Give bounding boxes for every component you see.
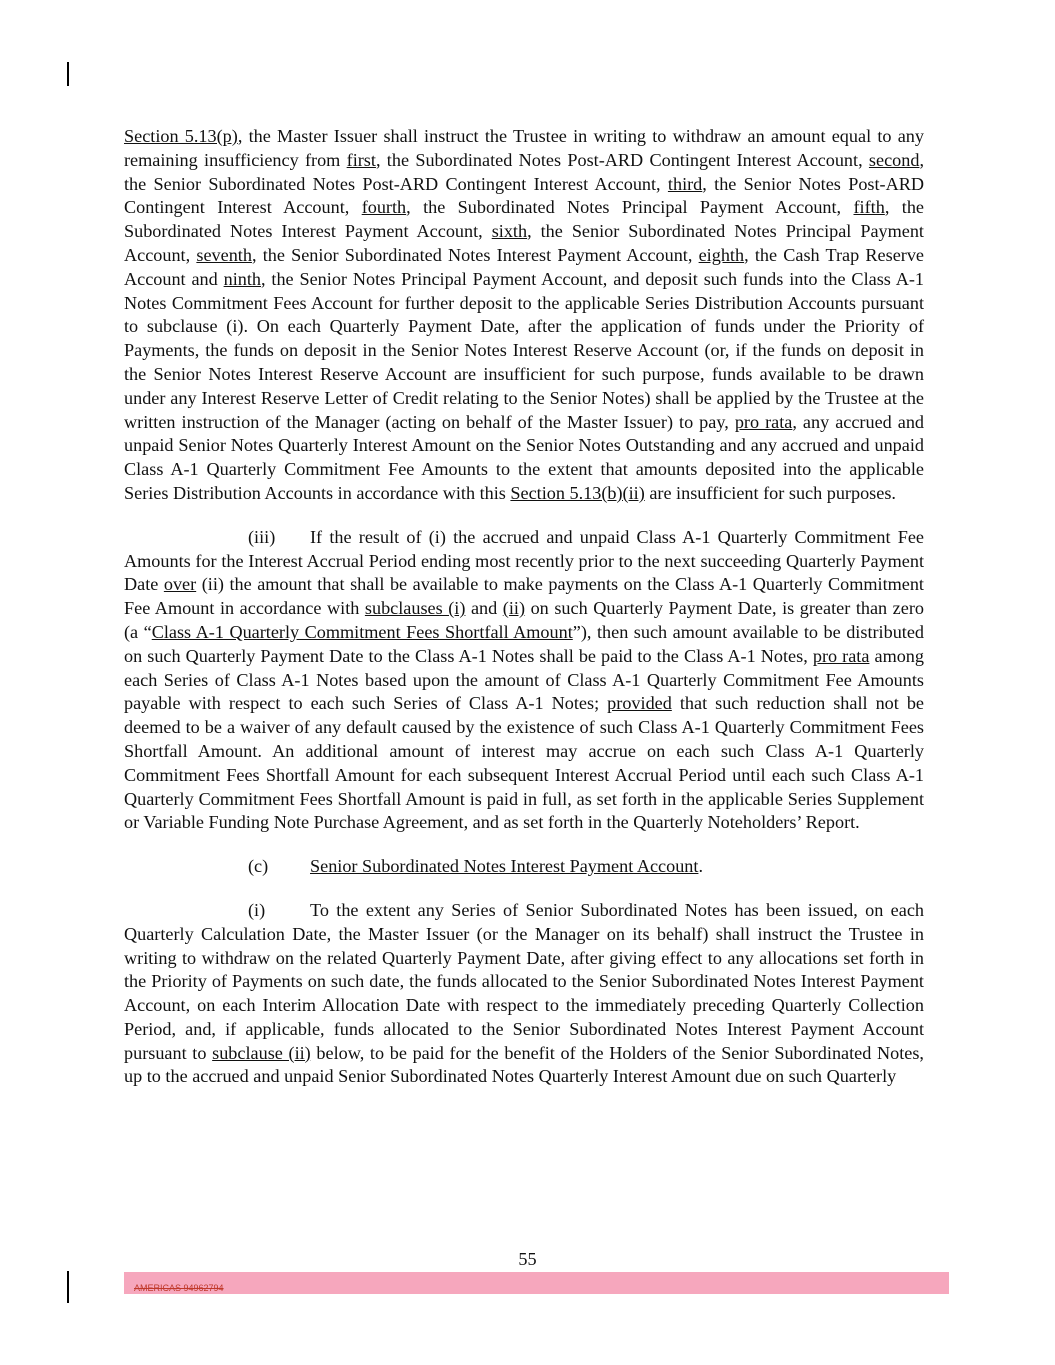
heading-number: (c) (248, 856, 269, 877)
p1-run: fourth (361, 197, 407, 218)
heading-title: Senior Subordinated Notes Interest Payment Account (310, 856, 699, 877)
p2-run: among each Series of Class A-1 Notes based upon the amount of Class A-1 Quarterly Commitment Fee Amounts payable with respect to each such Series of Class A-1 Notes; (124, 645, 924, 714)
p3-run: below, to be paid for the benefit of the Holders of the Senior Subordinated Notes, up to the accrued and unpaid Senior Subordinated Notes Quarterly Interest Amount due on such Quarterly (124, 1042, 924, 1087)
p2-run: ”), then such amount available to be distributed on such Quarterly Payment Date to the Class A-1 Notes shall be paid to the Class A-1 Notes, (124, 621, 925, 666)
p1-run: Section 5.13(b)(ii) (510, 482, 645, 503)
margin-bar-top (67, 62, 69, 86)
p1-run: seventh (196, 244, 252, 265)
page-number: 55 (518, 1249, 537, 1269)
p1-run: , the Subordinated Notes Post-ARD Contingent Interest Account, (375, 149, 869, 170)
p2-run: (ii) the amount that shall be available to make payments on the Class A-1 Quarterly Commitment Fee Amount in accordance with (124, 574, 924, 619)
p1-run: , the Cash Trap Reserve Account and (124, 244, 924, 289)
paragraph-c-i (124, 899, 924, 1089)
clause-i-text (124, 900, 924, 1087)
p1-run: , any accrued and unpaid Senior Notes Quarterly Interest Amount on the Senior Notes Outstanding and any accrued and unpaid Class A-1 Quarterly Commitment Fee Amounts to the extent that amounts deposited into the applicable Series Distribution Accounts in accordance with this (124, 411, 925, 503)
p1-run: Section 5.13(p) (124, 126, 238, 146)
p1-run: , the Senior Notes Post-ARD Contingent Interest Account, (124, 173, 924, 218)
p1-run: , the Senior Subordinated Notes Principal Payment Account, (124, 221, 924, 265)
p2-run: subclauses (i) (364, 598, 466, 619)
p2-run: Class A-1 Quarterly Commitment Fees Shortfall Amount (151, 621, 573, 642)
p1-run: , the Subordinated Notes Principal Payment Account, (406, 197, 854, 218)
p1-run: second (868, 149, 920, 170)
paragraph-iii (124, 526, 924, 835)
p2-run: on such Quarterly Payment Date, is greater than zero (a “ (124, 598, 924, 642)
clause-iii-text (124, 527, 924, 833)
document-body (124, 125, 924, 1109)
footer-band (124, 1272, 949, 1294)
p1-run: are insufficient for such purposes. (644, 482, 896, 503)
p1-run: pro rata (734, 411, 793, 432)
section-heading-c (124, 855, 924, 879)
clause-number-iii: (iii) (248, 526, 276, 547)
p1-run: eighth (698, 244, 745, 265)
paragraph-continuation (124, 125, 924, 506)
p1-run: fifth (853, 197, 885, 218)
p2-run: that such reduction shall not be deemed to be a waiver of any default caused by the existence of such Class A-1 Quarterly Commitment Fees Shortfall Amount. An additional amount of interest may accrue on each such Class A-1 Quarterly Commitment Fees Shortfall Amount for each subsequent Interest Accrual Period until each such Class A-1 Quarterly Commitment Fees Shortfall Amount is paid in full, as set forth in the applicable Series Supplement or Variable Funding Note Purchase Agreement, and as set forth in the Quarterly Noteholders’ Report. (124, 693, 924, 833)
p3-run: To the extent any Series of Senior Subordinated Notes has been issued, on each Quarterly Calculation Date, the Master Issuer (or the Manager on its behalf) shall instruct the Trustee in writing to withdraw on the related Quarterly Payment Date, after giving effect to any allocations set forth in the Priority of Payments on such date, the funds allocated to the Senior Subordinated Notes Interest Payment Account, on each Interim Allocation Date with respect to the immediately preceding Quarterly Collection Period, and, if applicable, funds allocated to the Senior Subordinated Notes Interest Payment Account pursuant to (124, 899, 924, 1063)
p3-run: subclause (ii) (212, 1042, 311, 1063)
margin-bar-bottom (67, 1271, 69, 1303)
p1-run: ninth (223, 268, 261, 289)
p2-run: provided (607, 693, 672, 714)
p1-run: , the Senior Notes Principal Payment Account, and deposit such funds into the Class A-1 Notes Commitment Fees Account for further deposit to the applicable Series Distribution Accounts pursuant to subclause (i). On each Quarterly Payment Date, after the application of funds under the Priority of Payments, the funds on deposit in the Senior Notes Interest Reserve Account (or, if the funds on deposit in the Senior Notes Interest Reserve Account are insufficient for such purpose, funds available to be drawn under any Interest Reserve Letter of Credit relating to the Senior Notes) shall be applied by the Trustee at the written instruction of the Manager (acting on behalf of the Master Issuer) to pay, (124, 268, 924, 432)
heading-period: . (698, 856, 703, 877)
p1-run: , the Subordinated Notes Interest Payment Account, (124, 197, 924, 242)
p2-run: and (465, 598, 503, 619)
p2-run: pro rata (812, 645, 870, 666)
p1-run: , the Senior Subordinated Notes Post-ARD Contingent Interest Account, (124, 149, 924, 194)
document-id: AMERICAS 94962794 (134, 1283, 224, 1293)
p2-run: If the result of (i) the accrued and unpaid Class A-1 Quarterly Commitment Fee Amounts for the Interest Accrual Period ending most recently prior to the next succeeding Quarterly Payment Date (124, 526, 924, 595)
p1-run: sixth (491, 221, 528, 242)
clause-number-i: (i) (248, 899, 266, 920)
p2-run: (ii) (502, 598, 526, 619)
p2-run: over (163, 574, 197, 595)
p1-run: third (667, 173, 703, 194)
p1-run: first (346, 149, 376, 170)
p1-run: , the Senior Subordinated Notes Interest Payment Account, (251, 244, 699, 265)
p1-run: , the Master Issuer shall instruct the Trustee in writing to withdraw an amount equal to any remaining insufficiency from (124, 126, 924, 170)
